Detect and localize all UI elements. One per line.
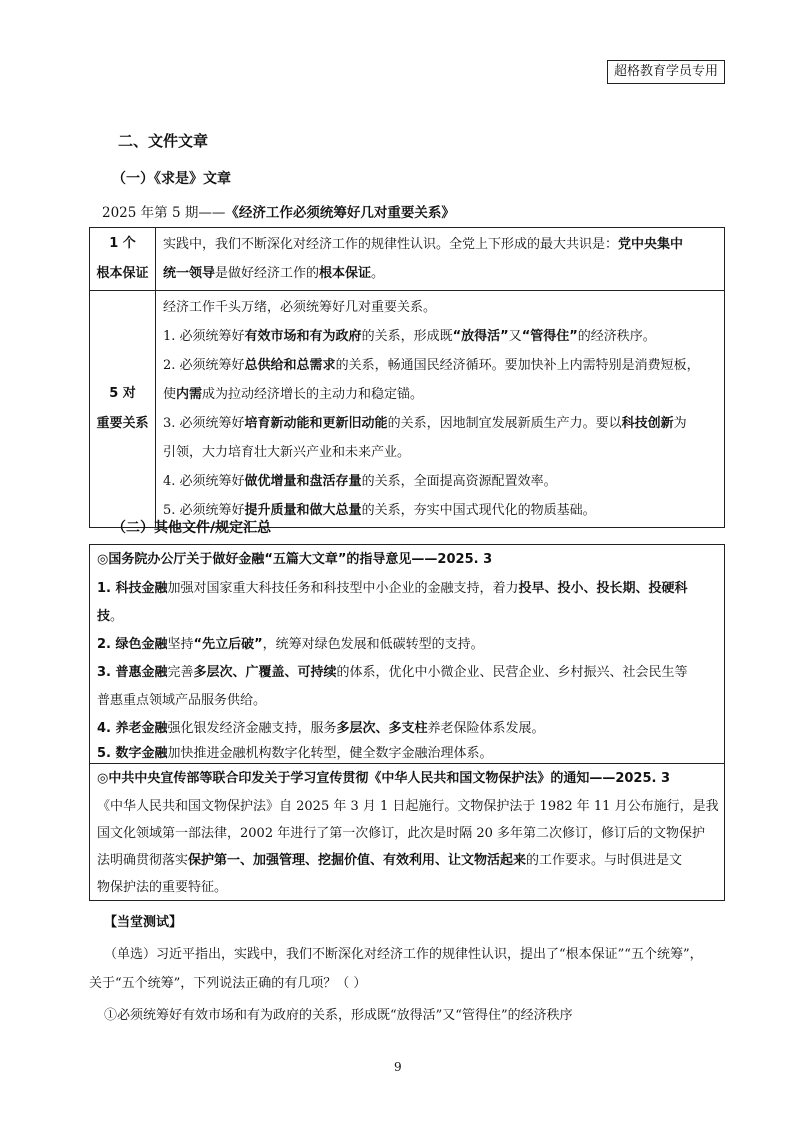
- page-number: 9: [394, 1060, 402, 1074]
- bold-run: 4. 养老金融: [97, 721, 168, 736]
- text-run: 的关系，畅通国民经济循环。要加快补上内需特别是消费短板，: [335, 358, 700, 373]
- row-content: [156, 228, 725, 291]
- finance-item-cont: [97, 607, 123, 627]
- section-title: 二、文件文章: [118, 132, 209, 150]
- table-row: [90, 228, 725, 291]
- issue-title: 《经济工作必须统筹好几对重要关系》: [225, 205, 455, 221]
- text-run: 。: [110, 609, 124, 624]
- bold-run: 根本保证: [319, 266, 372, 281]
- bold-run: “管得住”: [521, 329, 578, 344]
- text-run: 完善: [167, 665, 194, 680]
- bold-run: 多层次、广覆盖、可持续: [193, 665, 337, 680]
- text-run: 强化银发经济金融支持，服务: [167, 721, 337, 736]
- doc-title: ◎中共中央宣传部等联合印发关于学习宣传贯彻《中华人民共和国文物保护法》的通知——2025. 3: [97, 771, 671, 786]
- text-run: 的工作要求。与时俱进是文: [526, 853, 683, 868]
- table-row: [90, 291, 725, 528]
- text-run: 的关系，形成既: [361, 329, 453, 344]
- issue-line: [102, 201, 455, 221]
- bold-run: 内需: [176, 387, 203, 402]
- bold-run: 多层次、多支柱: [336, 721, 428, 736]
- bold-run: 科技创新: [621, 416, 674, 431]
- bold-run: 投早、投小、投长期、投硬科: [518, 581, 688, 596]
- text-run: 养老保险体系发展。: [427, 721, 545, 736]
- bold-run: 培育新动能和更新旧动能: [244, 416, 388, 431]
- content-line: [163, 230, 718, 259]
- finance-item-cont: 普惠重点领域产品服务供给。: [97, 693, 267, 708]
- relations-table: [89, 227, 725, 528]
- text-run: 的经济秩序。: [577, 329, 656, 344]
- finance-item: [97, 744, 493, 764]
- bold-run: “先立后破”: [193, 637, 263, 652]
- quiz-heading: 【当堂测试】: [104, 915, 183, 930]
- text-run: 加强对国家重大科技任务和科技型中小企业的金融支持，着力: [167, 581, 519, 596]
- bold-run: “放得活”: [452, 329, 509, 344]
- row-label: [90, 291, 156, 528]
- doc-body-line: 物保护法的重要特征。: [97, 880, 228, 895]
- bold-run: 有效市场和有为政府: [244, 329, 362, 344]
- doc-body-line: 《中华人民共和国文物保护法》自 2025 年 3 月 1 日起施行。文物保护法于 1982 年 11 月公布施行，是我: [97, 799, 719, 814]
- text-run: 2. 必须统筹好: [163, 358, 245, 373]
- text-run: 的体系，优化中小微企业、民营企业、乡村振兴、社会民生等: [336, 665, 688, 680]
- finance-item: [97, 635, 484, 655]
- issue-prefix: 2025 年第 5 期——: [102, 205, 226, 221]
- quiz-question-line: 关于“五个统筹”，下列说法正确的有几项？（ ）: [89, 976, 367, 991]
- bold-run: 5. 数字金融: [97, 746, 168, 761]
- bold-run: 提升质量和做大总量: [244, 503, 362, 518]
- doc-title: ◎国务院办公厅关于做好金融“五篇大文章”的指导意见——2025. 3: [97, 552, 493, 567]
- box-divider: [90, 763, 724, 764]
- text-run: 法明确贯彻落实: [97, 853, 189, 868]
- row-label-line: 根本保证: [96, 266, 149, 281]
- text-run: 成为拉动经济增长的主动力和稳定锚。: [202, 387, 424, 402]
- text-run: 3. 必须统筹好: [163, 416, 245, 431]
- bold-run: 党中央集中: [618, 237, 684, 252]
- content-line: [163, 259, 718, 288]
- content-line: 经济工作千头万绪，必须统筹好几对重要关系。: [163, 300, 437, 315]
- content-line: [163, 409, 718, 438]
- bold-run: 总供给和总需求: [244, 358, 336, 373]
- text-run: 坚持: [167, 637, 194, 652]
- text-run: 。: [371, 266, 385, 281]
- documents-box: [89, 544, 725, 901]
- row-label-line: 重要关系: [96, 416, 149, 431]
- finance-item: [97, 719, 545, 739]
- text-run: 1. 必须统筹好: [163, 329, 245, 344]
- finance-item: [97, 579, 688, 599]
- bold-run: 做优增量和盘活存量: [244, 474, 362, 489]
- content-line: [163, 322, 718, 351]
- bold-run: 统一领导: [163, 266, 216, 281]
- row-content: [156, 291, 725, 528]
- text-run: 使: [163, 387, 177, 402]
- header-tag: 超格教育学员专用: [607, 60, 725, 84]
- text-run: 的关系，夯实中国式现代化的物质基础。: [361, 503, 596, 518]
- text-run: 实践中，我们不断深化对经济工作的规律性认识。全党上下形成的最大共识是：: [163, 237, 619, 252]
- text-run: 又: [508, 329, 522, 344]
- subsection-title-qiushi: （一）《求是》文章: [112, 171, 231, 187]
- doc-body-line: 国文化领域第一部法律，2002 年进行了第一次修订，此次是时隔 20 多年第二次修订，修订后的文物保护: [97, 826, 706, 841]
- text-run: 为: [673, 416, 687, 431]
- text-run: 的关系，全面提高资源配置效率。: [361, 474, 557, 489]
- bold-run: 1. 科技金融: [97, 581, 168, 596]
- text-run: 5. 必须统筹好: [163, 503, 245, 518]
- text-run: 的关系，因地制宜发展新质生产力。要以: [387, 416, 622, 431]
- content-line: 引领，大力培育壮大新兴产业和未来产业。: [163, 445, 411, 460]
- text-run: ，统筹对绿色发展和低碳转型的支持。: [262, 637, 484, 652]
- text-run: 是做好经济工作的: [215, 266, 320, 281]
- content-line: [163, 467, 718, 496]
- bold-run: 2. 绿色金融: [97, 637, 168, 652]
- content-line: [163, 351, 718, 380]
- quiz-question-line: （单选）习近平指出，实践中，我们不断深化对经济工作的规律性认识，提出了“根本保证”“五个统筹”，: [104, 947, 703, 962]
- content-line: [163, 380, 718, 409]
- quiz-option: ①必须统筹好有效市场和有为政府的关系，形成既“放得活”又“管得住”的经济秩序: [104, 1008, 573, 1023]
- doc-body-line: [97, 851, 682, 871]
- row-label: [90, 228, 156, 291]
- bold-run: 保护第一、加强管理、挖掘价值、有效利用、让文物活起来: [188, 853, 527, 868]
- text-run: 加快推进金融机构数字化转型，健全数字金融治理体系。: [167, 746, 493, 761]
- bold-run: 技: [97, 609, 111, 624]
- finance-item: [97, 663, 688, 683]
- row-label-line: 1 个: [109, 236, 136, 251]
- text-run: 4. 必须统筹好: [163, 474, 245, 489]
- subsection-title-other-docs: （二）其他文件/规定汇总: [112, 520, 272, 536]
- row-label-line: 5 对: [109, 386, 136, 401]
- bold-run: 3. 普惠金融: [97, 665, 168, 680]
